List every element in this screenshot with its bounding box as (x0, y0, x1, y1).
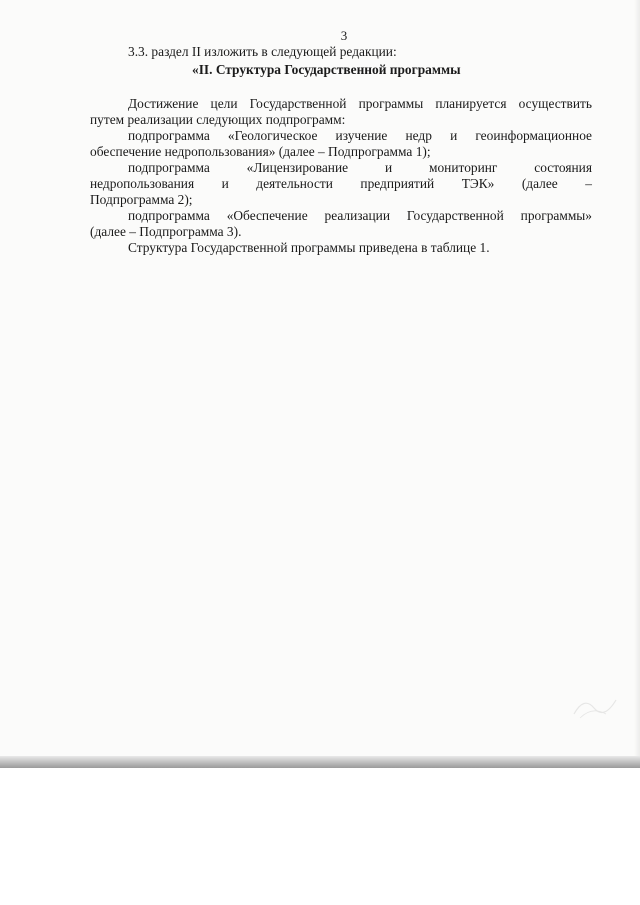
word: «Геологическое (227, 128, 318, 143)
sub3-line2: (далее – Подпрограмма 3). (90, 224, 242, 239)
item-intro: 3.3. раздел II изложить в следующей редакции: (128, 44, 397, 59)
para1-line2: путем реализации следующих подпрограмм: (90, 112, 346, 127)
sub1-line1 (128, 128, 592, 144)
word: осуществить (518, 96, 592, 111)
word: ТЭК» (461, 176, 495, 191)
word: – (585, 176, 592, 191)
word: деятельности (256, 176, 333, 191)
sub3-line1 (128, 208, 592, 224)
word: программы» (520, 208, 592, 223)
para1-line1 (128, 96, 592, 112)
word: и (450, 128, 458, 143)
word: Достижение (128, 96, 199, 111)
section-heading: «II. Структура Государственной программы (192, 62, 461, 77)
word: «Обеспечение (226, 208, 308, 223)
word: (далее (521, 176, 558, 191)
word: программы (358, 96, 424, 111)
word: реализации (324, 208, 390, 223)
sub1-line2: обеспечение недропользования» (далее – Подпрограмма 1); (90, 144, 431, 159)
sub2-line3: Подпрограмма 2); (90, 192, 193, 207)
word: цели (210, 96, 238, 111)
closing-line: Структура Государственной программы приведена в таблице 1. (128, 240, 490, 255)
word: подпрограмма (128, 208, 210, 223)
word: подпрограмма (128, 160, 210, 175)
word: геоинформационное (475, 128, 592, 143)
word: подпрограмма (128, 128, 210, 143)
scan-edge-shadow (634, 0, 640, 768)
scan-artifact-mark (570, 688, 620, 722)
word: мониторинг (429, 160, 498, 175)
page-number: 3 (340, 28, 348, 43)
word: недропользования (90, 176, 195, 191)
sub2-line1 (128, 160, 592, 176)
word: планируется (435, 96, 507, 111)
word: состояния (534, 160, 592, 175)
word: недр (405, 128, 432, 143)
word: «Лицензирование (246, 160, 349, 175)
word: Государственной (406, 208, 504, 223)
word: и (221, 176, 229, 191)
scan-bottom-edge (0, 756, 640, 768)
word: изучение (335, 128, 388, 143)
word: и (384, 160, 393, 175)
word: Государственной (249, 96, 347, 111)
sub2-line2 (90, 176, 592, 192)
word: предприятий (360, 176, 435, 191)
